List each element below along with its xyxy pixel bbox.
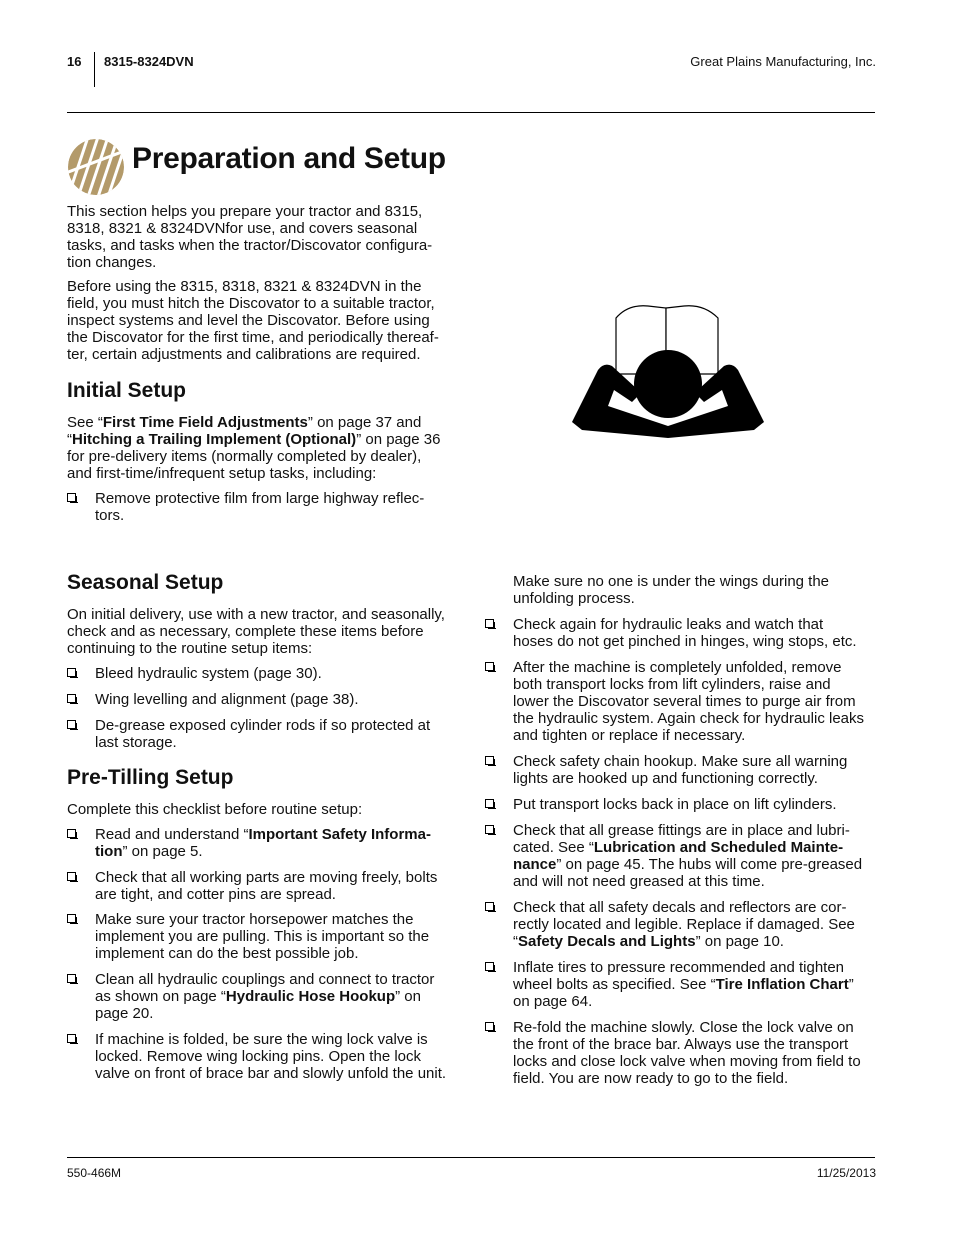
pre-tilling-setup-heading: Pre-Tilling Setup	[67, 766, 234, 789]
model-number: 8315-8324DVN	[104, 54, 194, 69]
document-number: 550-466M	[67, 1166, 122, 1180]
checkbox-icon	[485, 662, 494, 671]
checkbox-icon	[485, 1022, 494, 1031]
intro-paragraph-1: This section helps you prepare your tractor and 8315, 8318, 8321 & 8324DVNfor use, and covers seasonal tasks, and tasks when the tractor/Discovator configura- tion changes.	[67, 203, 433, 271]
great-plains-logo-icon	[67, 138, 125, 196]
checkbox-icon	[67, 914, 76, 923]
page-title: Preparation and Setup	[132, 142, 446, 175]
checkbox-icon	[67, 720, 76, 729]
checkbox-icon	[67, 694, 76, 703]
pre-tilling-text: Complete this checklist before routine setup:	[67, 801, 363, 818]
checkbox-icon	[67, 829, 76, 838]
unfold-continuation-text: Make sure no one is under the wings during the unfolding process.	[513, 573, 830, 607]
seasonal-setup-text: On initial delivery, use with a new tractor, and seasonally, check and as necessary, complete these items before continuing to the routine setup items:	[67, 606, 445, 657]
header-divider	[94, 52, 95, 87]
header-rule	[67, 112, 875, 113]
checkbox-icon	[485, 756, 494, 765]
initial-setup-heading: Initial Setup	[67, 379, 187, 402]
seasonal-setup-heading: Seasonal Setup	[67, 571, 224, 594]
checkbox-icon	[485, 825, 494, 834]
checkbox-icon	[67, 668, 76, 677]
person-reading-manual-icon	[568, 296, 768, 441]
checkbox-icon	[485, 799, 494, 808]
checkbox-icon	[485, 619, 494, 628]
checkbox-icon	[67, 1034, 76, 1043]
page-number: 16	[67, 54, 82, 69]
intro-paragraph-2: Before using the 8315, 8318, 8321 & 8324DVN in the field, you must hitch the Discovator to a suitable tractor, inspect systems and level the Discovator. Before using the Discovator for the first time, and periodically thereaf- ter, certain adjustments and calibrations are required.	[67, 278, 439, 363]
checkbox-icon	[485, 962, 494, 971]
footer-rule	[67, 1157, 875, 1158]
checkbox-icon	[67, 493, 76, 502]
company-name: Great Plains Manufacturing, Inc.	[690, 54, 876, 69]
checkbox-icon	[67, 872, 76, 881]
checkbox-icon	[67, 974, 76, 983]
checkbox-icon	[485, 902, 494, 911]
revision-date: 11/25/2013	[816, 1166, 876, 1180]
initial-setup-text: See “First Time Field Adjustments” on page 37 and “Hitching a Trailing Implement (Optional)” on page 36 for pre-delivery items (normally completed by dealer), and first-time/infrequent setup tasks, including:	[67, 414, 441, 482]
